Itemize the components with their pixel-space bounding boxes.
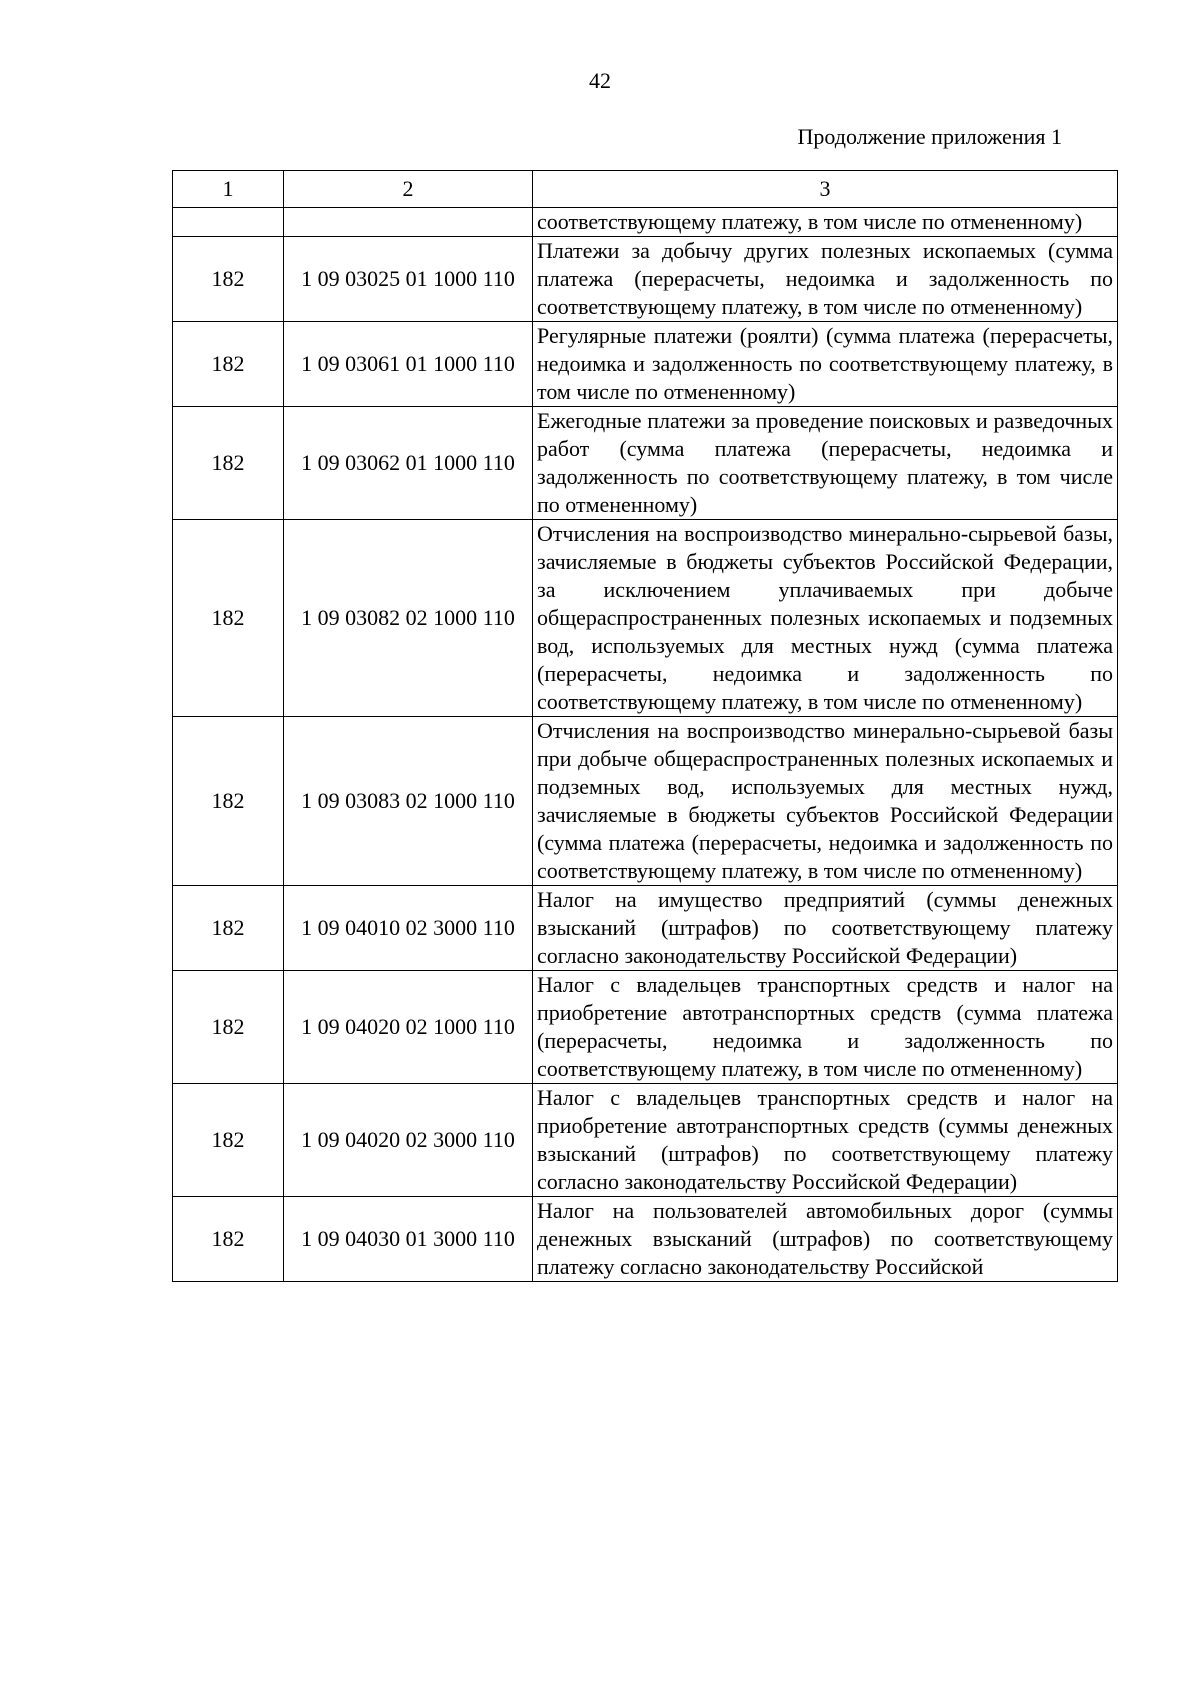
table-row	[173, 407, 1118, 520]
description-cell: Платежи за добычу других полезных ископаемых (сумма платежа (перерасчеты, недоимка и задолженность по соответствующему платежу, в том числе по отмененному)	[533, 237, 1118, 322]
table-row	[173, 971, 1118, 1084]
kbk-code-cell: 1 09 04020 02 1000 110	[284, 971, 533, 1084]
revenue-codes-table	[172, 170, 1118, 1282]
column-header-1: 1	[173, 171, 284, 208]
description-cell: Регулярные платежи (роялти) (сумма платежа (перерасчеты, недоимка и задолженность по соответствующему платежу, в том числе по отмененному)	[533, 322, 1118, 407]
admin-code-cell: 182	[173, 886, 284, 971]
page-number: 42	[589, 68, 611, 93]
kbk-code-cell: 1 09 03082 02 1000 110	[284, 520, 533, 717]
table-row	[173, 322, 1118, 407]
description-cell: соответствующему платежу, в том числе по отмененному)	[533, 208, 1118, 237]
admin-code-cell: 182	[173, 1084, 284, 1197]
description-cell: Отчисления на воспроизводство минерально-сырьевой базы, зачисляемые в бюджеты субъектов Российской Федерации, за исключением уплачиваемых при добыче общераспространенных полезных ископаемых и подземных вод, используемых для местных нужд (сумма платежа (перерасчеты, недоимка и задолженность по соответствующему платежу, в том числе по отмененному)	[533, 520, 1118, 717]
admin-code-cell: 182	[173, 971, 284, 1084]
continuation-label: Продолжение приложения 1	[797, 124, 1062, 149]
kbk-code-cell: 1 09 03062 01 1000 110	[284, 407, 533, 520]
kbk-code-cell: 1 09 04030 01 3000 110	[284, 1197, 533, 1282]
table-row	[173, 717, 1118, 886]
table-row	[173, 1084, 1118, 1197]
column-header-2: 2	[284, 171, 533, 208]
admin-code-cell: 182	[173, 520, 284, 717]
description-cell: Налог на пользователей автомобильных дорог (суммы денежных взысканий (штрафов) по соответствующему платежу согласно законодательству Российской	[533, 1197, 1118, 1282]
kbk-code-cell	[284, 208, 533, 237]
description-cell: Налог с владельцев транспортных средств и налог на приобретение автотранспортных средств (суммы денежных взысканий (штрафов) по соответствующему платежу согласно законодательству Российской Федерации)	[533, 1084, 1118, 1197]
admin-code-cell: 182	[173, 1197, 284, 1282]
description-cell: Отчисления на воспроизводство минерально-сырьевой базы при добыче общераспространенных полезных ископаемых и подземных вод, используемых для местных нужд, зачисляемые в бюджеты субъектов Российской Федерации (сумма платежа (перерасчеты, недоимка и задолженность по соответствующему платежу, в том числе по отмененному)	[533, 717, 1118, 886]
kbk-code-cell: 1 09 03025 01 1000 110	[284, 237, 533, 322]
column-header-3: 3	[533, 171, 1118, 208]
kbk-code-cell: 1 09 03061 01 1000 110	[284, 322, 533, 407]
description-cell: Налог с владельцев транспортных средств и налог на приобретение автотранспортных средств (сумма платежа (перерасчеты, недоимка и задолженность по соответствующему платежу, в том числе по отмененному)	[533, 971, 1118, 1084]
table-row	[173, 886, 1118, 971]
admin-code-cell	[173, 208, 284, 237]
table-row	[173, 1197, 1118, 1282]
kbk-code-cell: 1 09 04020 02 3000 110	[284, 1084, 533, 1197]
table-row	[173, 237, 1118, 322]
admin-code-cell: 182	[173, 237, 284, 322]
kbk-code-cell: 1 09 04010 02 3000 110	[284, 886, 533, 971]
admin-code-cell: 182	[173, 717, 284, 886]
description-cell: Налог на имущество предприятий (суммы денежных взысканий (штрафов) по соответствующему платежу согласно законодательству Российской Федерации)	[533, 886, 1118, 971]
table-row	[173, 520, 1118, 717]
kbk-code-cell: 1 09 03083 02 1000 110	[284, 717, 533, 886]
admin-code-cell: 182	[173, 322, 284, 407]
table-row	[173, 208, 1118, 237]
admin-code-cell: 182	[173, 407, 284, 520]
table-header-row	[173, 171, 1118, 208]
description-cell: Ежегодные платежи за проведение поисковых и разведочных работ (сумма платежа (перерасчеты, недоимка и задолженность по соответствующему платежу, в том числе по отмененному)	[533, 407, 1118, 520]
